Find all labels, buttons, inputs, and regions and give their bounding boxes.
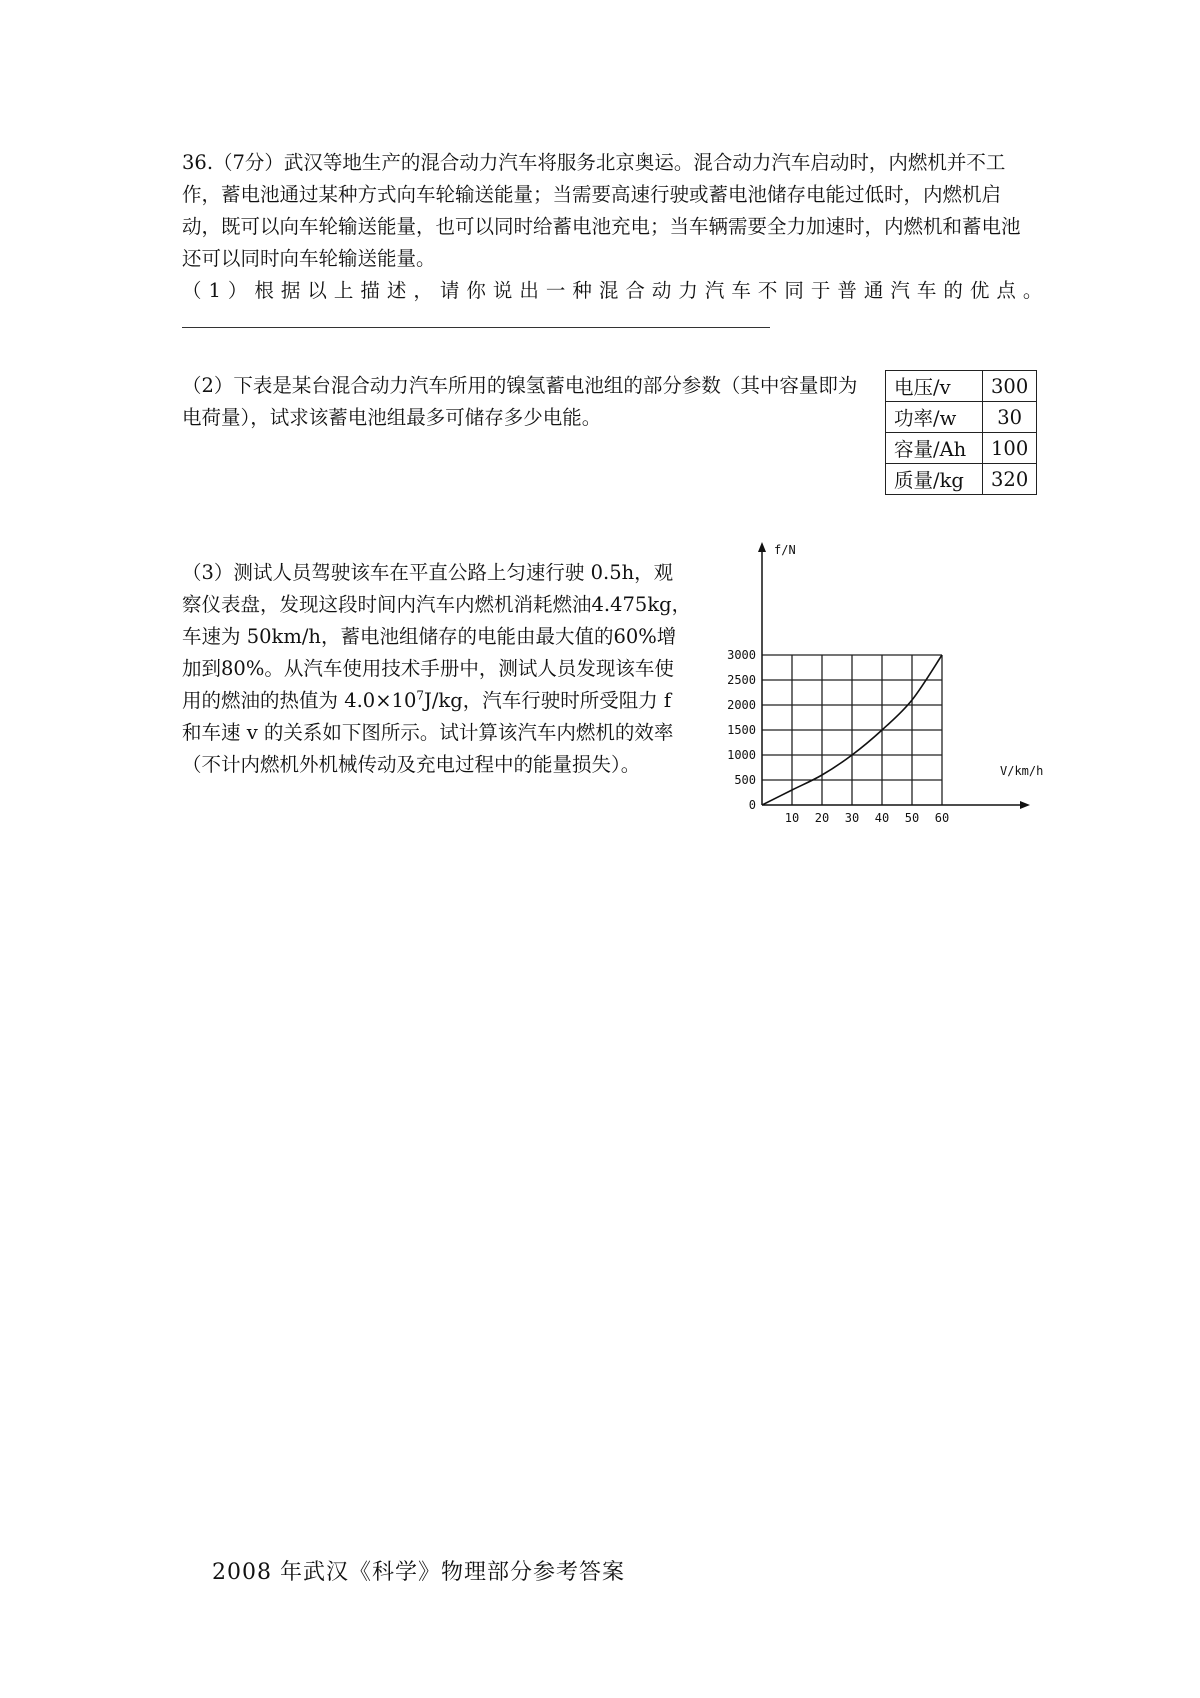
- x-axis-arrow: [1020, 801, 1030, 809]
- y-tick-label: 1000: [727, 748, 756, 762]
- y-tick-label: 3000: [727, 648, 756, 662]
- question-part-1: （1）根据以上描述，请你说出一种混合动力汽车不同于普通汽车的优点。: [182, 279, 1050, 302]
- param-label: 电压/v: [886, 371, 983, 402]
- y-axis-label: f/N: [774, 543, 796, 557]
- battery-params-table: [885, 370, 1037, 495]
- param-label: 质量/kg: [886, 464, 983, 495]
- x-tick-label: 60: [934, 811, 950, 825]
- y-tick-label: 2500: [727, 673, 756, 687]
- x-tick-label: 20: [814, 811, 830, 825]
- params-row: [886, 402, 1037, 433]
- question-part-2: （2）下表是某台混合动力汽车所用的镍氢蓄电池组的部分参数（其中容量即为电荷量），试求该蓄电池组最多可储存多少电能。: [182, 374, 858, 429]
- y-tick-label: 500: [734, 773, 756, 787]
- question-intro: 36.（7分）武汉等地生产的混合动力汽车将服务北京奥运。混合动力汽车启动时，内燃机并不工作，蓄电池通过某种方式向车轮输送能量；当需要高速行驶或蓄电池储存电能过低时，内燃机启动，既可以向车轮输送能量，也可以同时给蓄电池充电；当车辆需要全力加速时，内燃机和蓄电池还可以同时向车轮输送能量。: [182, 151, 1021, 270]
- y-tick-label: 2000: [727, 698, 756, 712]
- x-tick-label: 40: [874, 811, 890, 825]
- x-axis-label: V/km/h: [1000, 764, 1044, 778]
- x-tick-label: 30: [844, 811, 860, 825]
- param-value: 320: [983, 464, 1037, 495]
- param-value: 300: [983, 371, 1037, 402]
- y-tick-label: 1500: [727, 723, 756, 737]
- x-tick-label: 10: [784, 811, 800, 825]
- y-tick-label: 0: [748, 798, 756, 812]
- answer-blank-line: [182, 327, 770, 328]
- params-row: [886, 371, 1037, 402]
- answer-section-title: 2008 年武汉《科学》物理部分参考答案: [212, 1560, 625, 1585]
- x-tick-label: 50: [904, 811, 920, 825]
- params-row: [886, 433, 1037, 464]
- param-label: 功率/w: [886, 402, 983, 433]
- part3-text-after: J/kg，汽车行驶时所受阻力 f 和车速 v 的关系如下图所示。试计算该汽车内燃机的效率（不计内燃机外机械传动及充电过程中的能量损失）。: [182, 689, 674, 776]
- param-label: 容量/Ah: [886, 433, 983, 464]
- resistance-speed-chart: [700, 540, 1070, 830]
- y-axis-arrow: [758, 542, 766, 552]
- param-value: 100: [983, 433, 1037, 464]
- part3-text-before: （3）测试人员驾驶该车在平直公路上匀速行驶 0.5h，观察仪表盘，发现这段时间内汽车内燃机消耗燃油4.475kg，车速为 50km/h，蓄电池组储存的电能由最大值的60%增加到80%。从汽车使用技术手册中，测试人员发现该车使用的燃油的热值为 4.0×10: [182, 561, 692, 712]
- question-part-3: [182, 557, 692, 781]
- param-value: 30: [983, 402, 1037, 433]
- params-row: [886, 464, 1037, 495]
- part3-exponent: 7: [416, 688, 425, 703]
